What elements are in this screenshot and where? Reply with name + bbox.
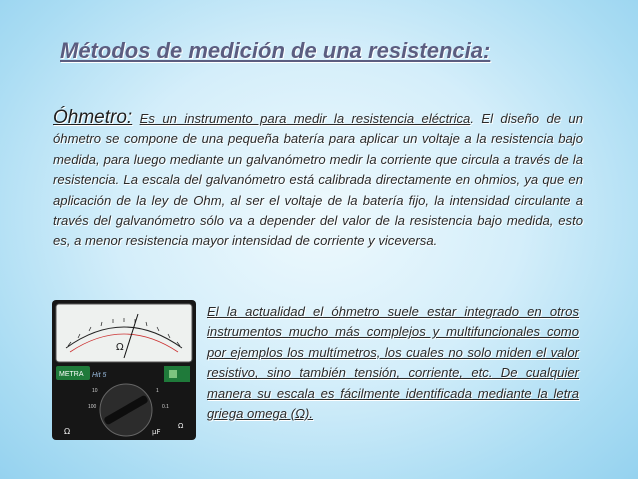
svg-text:10: 10	[92, 388, 98, 394]
ohmmeter-description: . El diseño de un óhmetro se compone de una pequeña batería para aplicar un voltaje a la resistencia bajo medida, para luego mediante un galvanómetro medir la corriente que circula a través de la resistencia. La escala del galvanómetro está calibrada directamente en ohmios, ya que en aplicación de la ley de Ohm, al ser el voltaje de la batería fijo, la intensidad circulante a través del galvanómetro sólo va a depender del valor de la resistencia bajo medida, esto es, a menor resistencia mayor intensidad de corriente y viceversa.	[53, 111, 583, 249]
dial-label-3: Ω	[178, 422, 184, 430]
multimeter-image	[52, 300, 196, 440]
ohmmeter-photo	[52, 300, 196, 440]
meter-model: Hit 5	[92, 372, 107, 379]
ohmmeter-multimeter-paragraph: El la actualidad el óhmetro suele estar integrado en otros instrumentos mucho más complejos y multifuncionales como por ejemplos los multímetros, los cuales no solo miden el valor resistivo, sino también tensión, corriente, etc. De cualquier manera su escala es fácilmente identificada mediante la letra griega omega (Ω).	[207, 304, 579, 422]
meter-brand: METRA	[59, 371, 84, 378]
svg-text:1: 1	[156, 388, 159, 394]
dial-label-2: μF	[152, 428, 161, 436]
svg-text:100: 100	[88, 404, 97, 410]
dial-label-1: Ω	[64, 427, 71, 436]
ohmmeter-term: Óhmetro:	[53, 107, 133, 128]
svg-text:0.1: 0.1	[162, 404, 169, 410]
ohmmeter-paragraph	[53, 108, 583, 252]
slide-title: Métodos de medición de una resistencia:	[60, 38, 491, 63]
scale-omega-label: Ω	[116, 342, 124, 353]
ohmmeter-definition: Es un instrumento para medir la resistencia eléctrica	[139, 111, 471, 126]
